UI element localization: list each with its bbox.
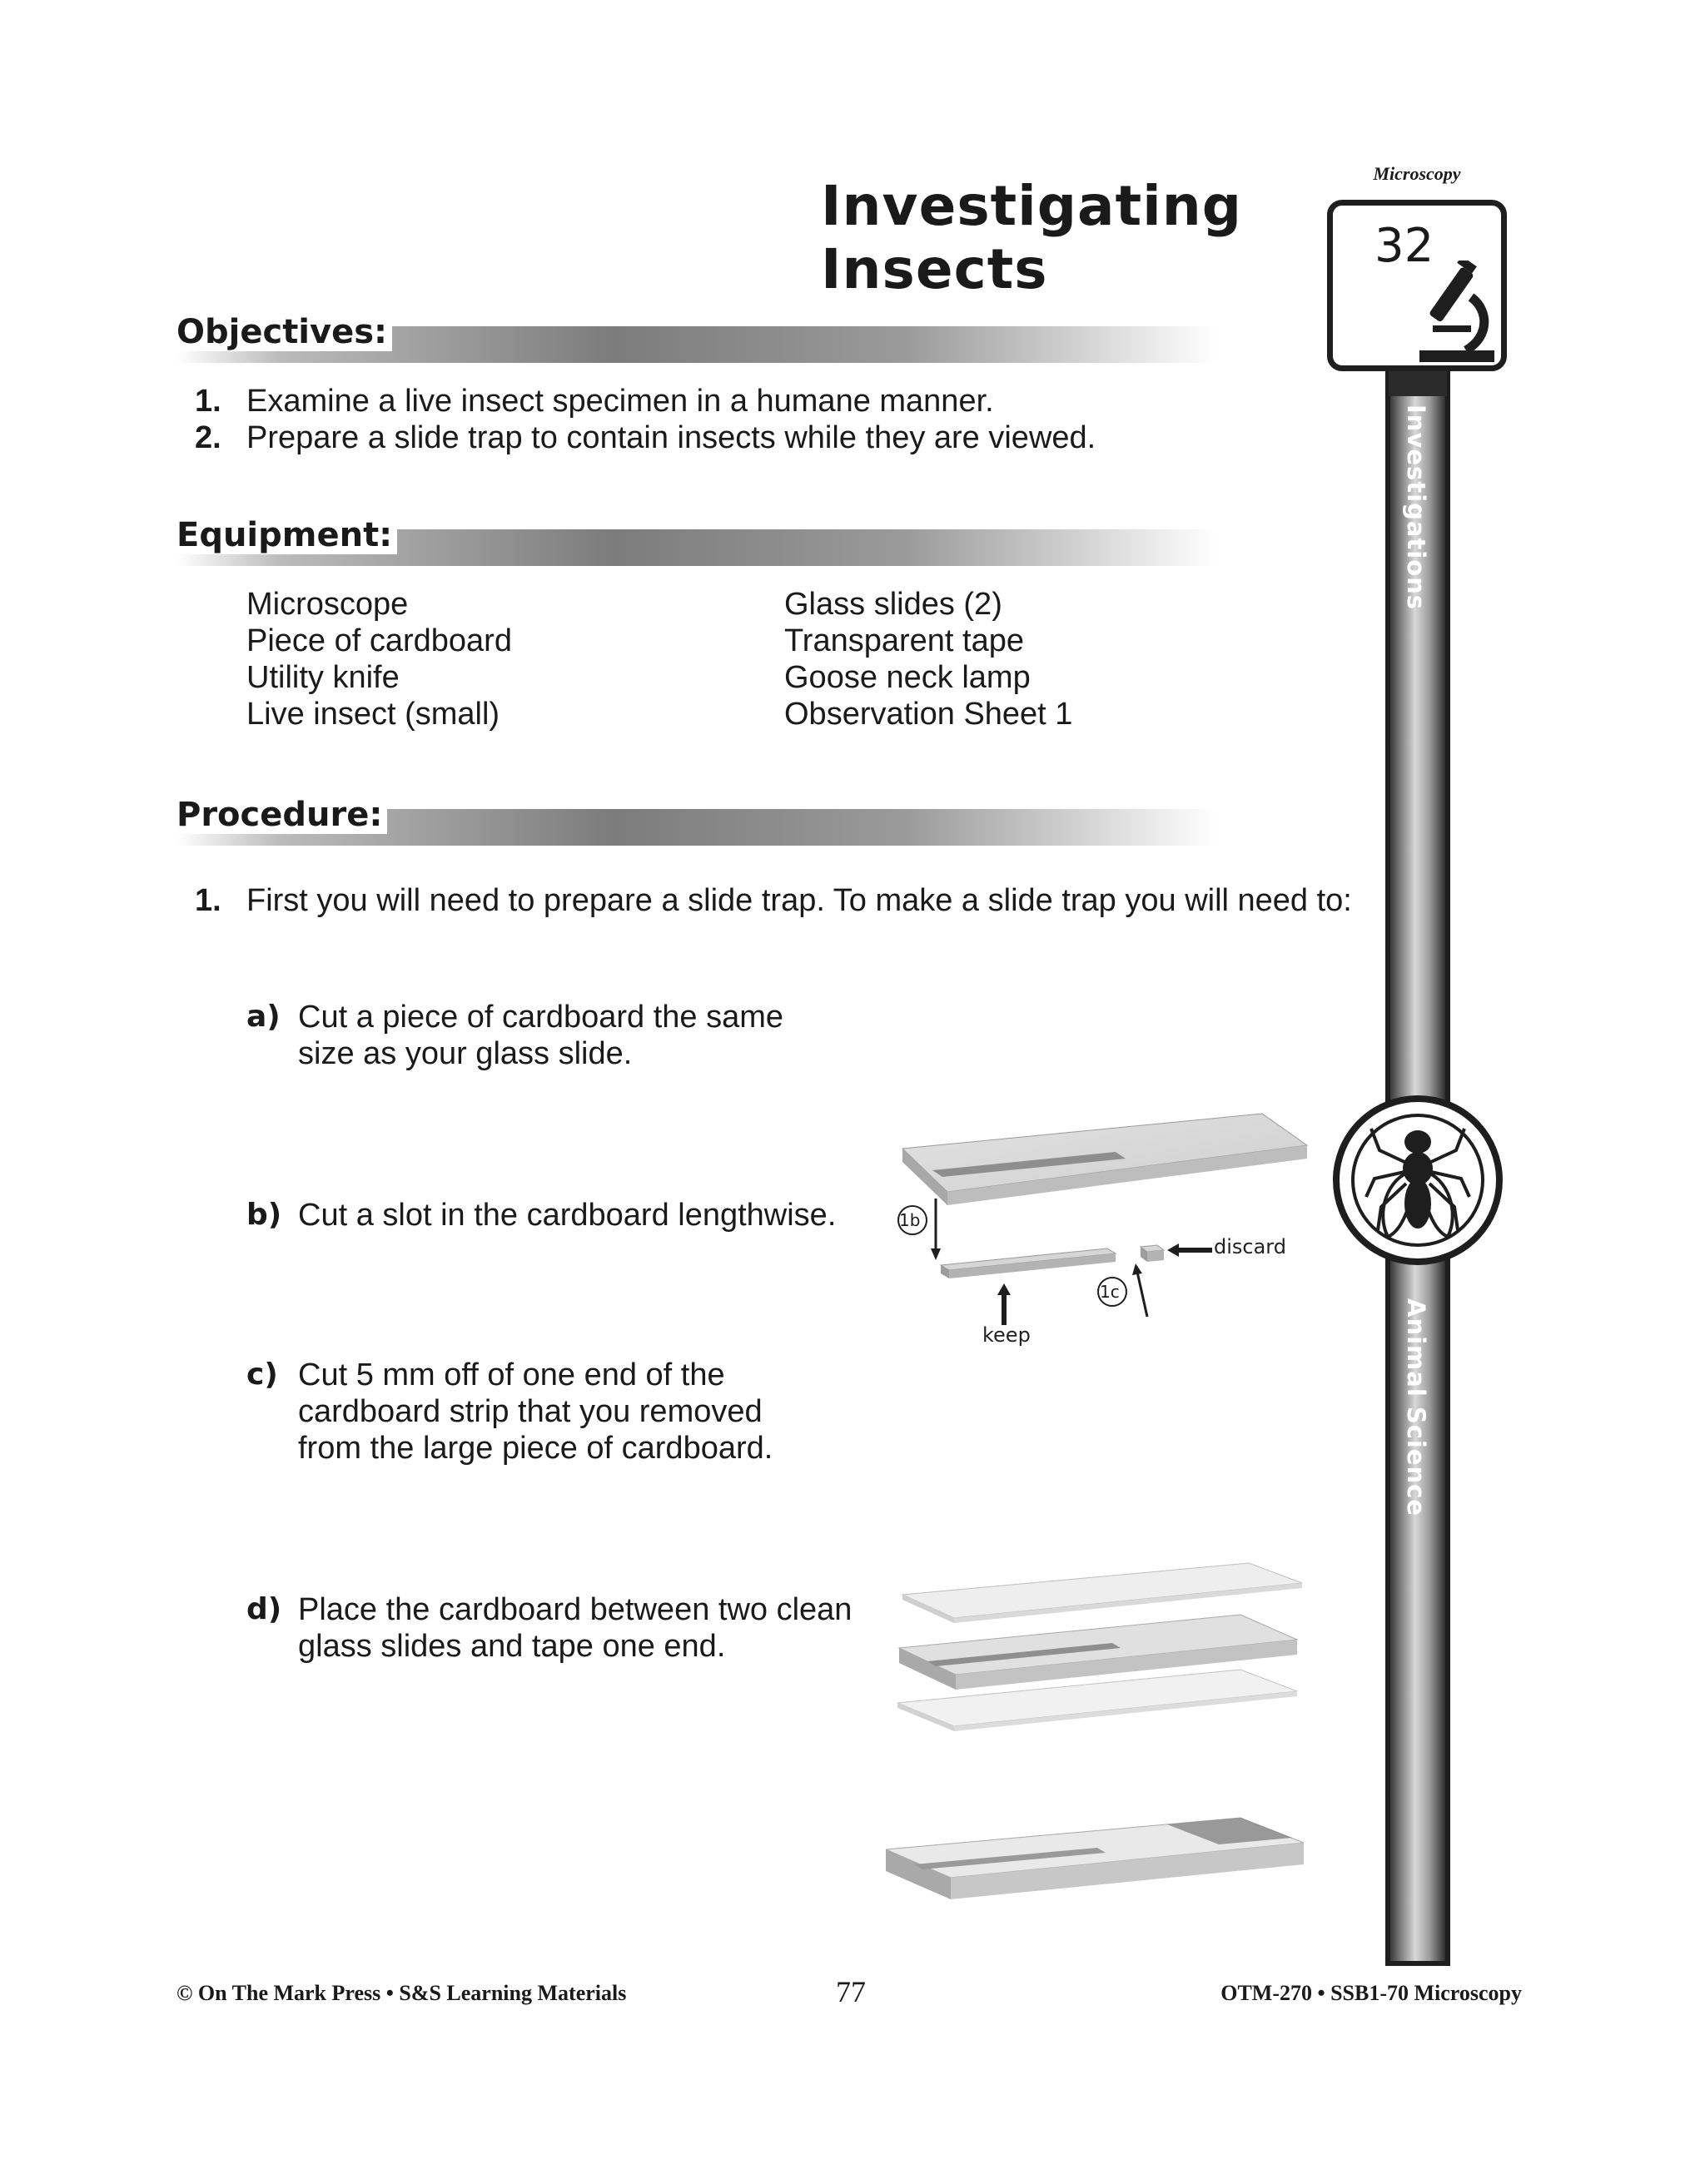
equipment-heading	[176, 516, 1217, 566]
substep-text: Cut 5 mm off of one end of the cardboard strip that you removed from the large piece of cardboard.	[298, 1358, 773, 1466]
rail-cap	[1389, 371, 1447, 396]
procedure-heading-label: Procedure:	[176, 796, 387, 834]
rail-label-animal-science: Animal Science	[1402, 1298, 1430, 1517]
equipment-item: Transparent tape	[784, 623, 1024, 658]
objective-text: Prepare a slide trap to contain insects while they are viewed.	[246, 420, 1096, 455]
medal	[1333, 1095, 1503, 1265]
substep-letter: b)	[246, 1198, 282, 1232]
series-label: Microscopy	[1373, 163, 1461, 184]
substep-letter: c)	[246, 1358, 278, 1392]
footer-product-code: OTM-270 • SSB1-70 Microscopy	[1220, 1981, 1522, 2005]
cardboard-cut-diagram	[882, 1099, 1324, 1348]
equipment-item: Utility knife	[246, 660, 400, 695]
footer-publisher: © On The Mark Press • S&S Learning Materials	[176, 1981, 627, 2005]
equipment-item: Live insect (small)	[246, 697, 500, 732]
slide-trap-assembled	[881, 1804, 1314, 1929]
objectives-heading	[176, 313, 1217, 363]
objective-text: Examine a live insect specimen in a humane manner.	[246, 384, 994, 419]
fly-icon	[1364, 1120, 1471, 1245]
label-1b: 1b	[899, 1210, 921, 1230]
substep-letter: a)	[246, 1000, 281, 1034]
equipment-item: Microscope	[246, 587, 409, 622]
substep-text: Cut a slot in the cardboard lengthwise.	[298, 1198, 837, 1233]
objective-number: 2.	[195, 420, 221, 455]
page-title	[821, 175, 1242, 301]
procedure-heading	[176, 796, 1217, 846]
substep-text: Cut a piece of cardboard the same size as your glass slide.	[298, 1000, 784, 1071]
equipment-item: Piece of cardboard	[246, 623, 512, 658]
lesson-number: 32	[1374, 219, 1434, 273]
equipment-item: Observation Sheet 1	[784, 697, 1073, 732]
objectives-heading-label: Objectives:	[176, 313, 392, 351]
substep-text: Place the cardboard between two clean glass slides and tape one end.	[298, 1592, 852, 1664]
title-line-1: Investigating	[821, 174, 1242, 238]
objective-number: 1.	[195, 384, 221, 419]
equipment-heading-label: Equipment:	[176, 516, 397, 554]
rail-label-investigations: Investigations	[1402, 405, 1430, 611]
equipment-item: Glass slides (2)	[784, 587, 1002, 622]
label-keep: keep	[982, 1323, 1031, 1347]
substep-letter: d)	[246, 1592, 282, 1626]
equipment-item: Goose neck lamp	[784, 660, 1031, 695]
step-number: 1.	[195, 883, 221, 918]
step-text: First you will need to prepare a slide trap. To make a slide trap you will need to:	[246, 883, 1352, 918]
title-line-2: Insects	[821, 237, 1048, 301]
microscope-icon	[1416, 261, 1499, 367]
label-discard: discard	[1214, 1235, 1286, 1258]
lesson-badge	[1327, 200, 1507, 371]
page-number: 77	[836, 1975, 866, 2008]
label-1c: 1c	[1100, 1282, 1120, 1302]
slide-stack-exploded	[891, 1548, 1324, 1748]
